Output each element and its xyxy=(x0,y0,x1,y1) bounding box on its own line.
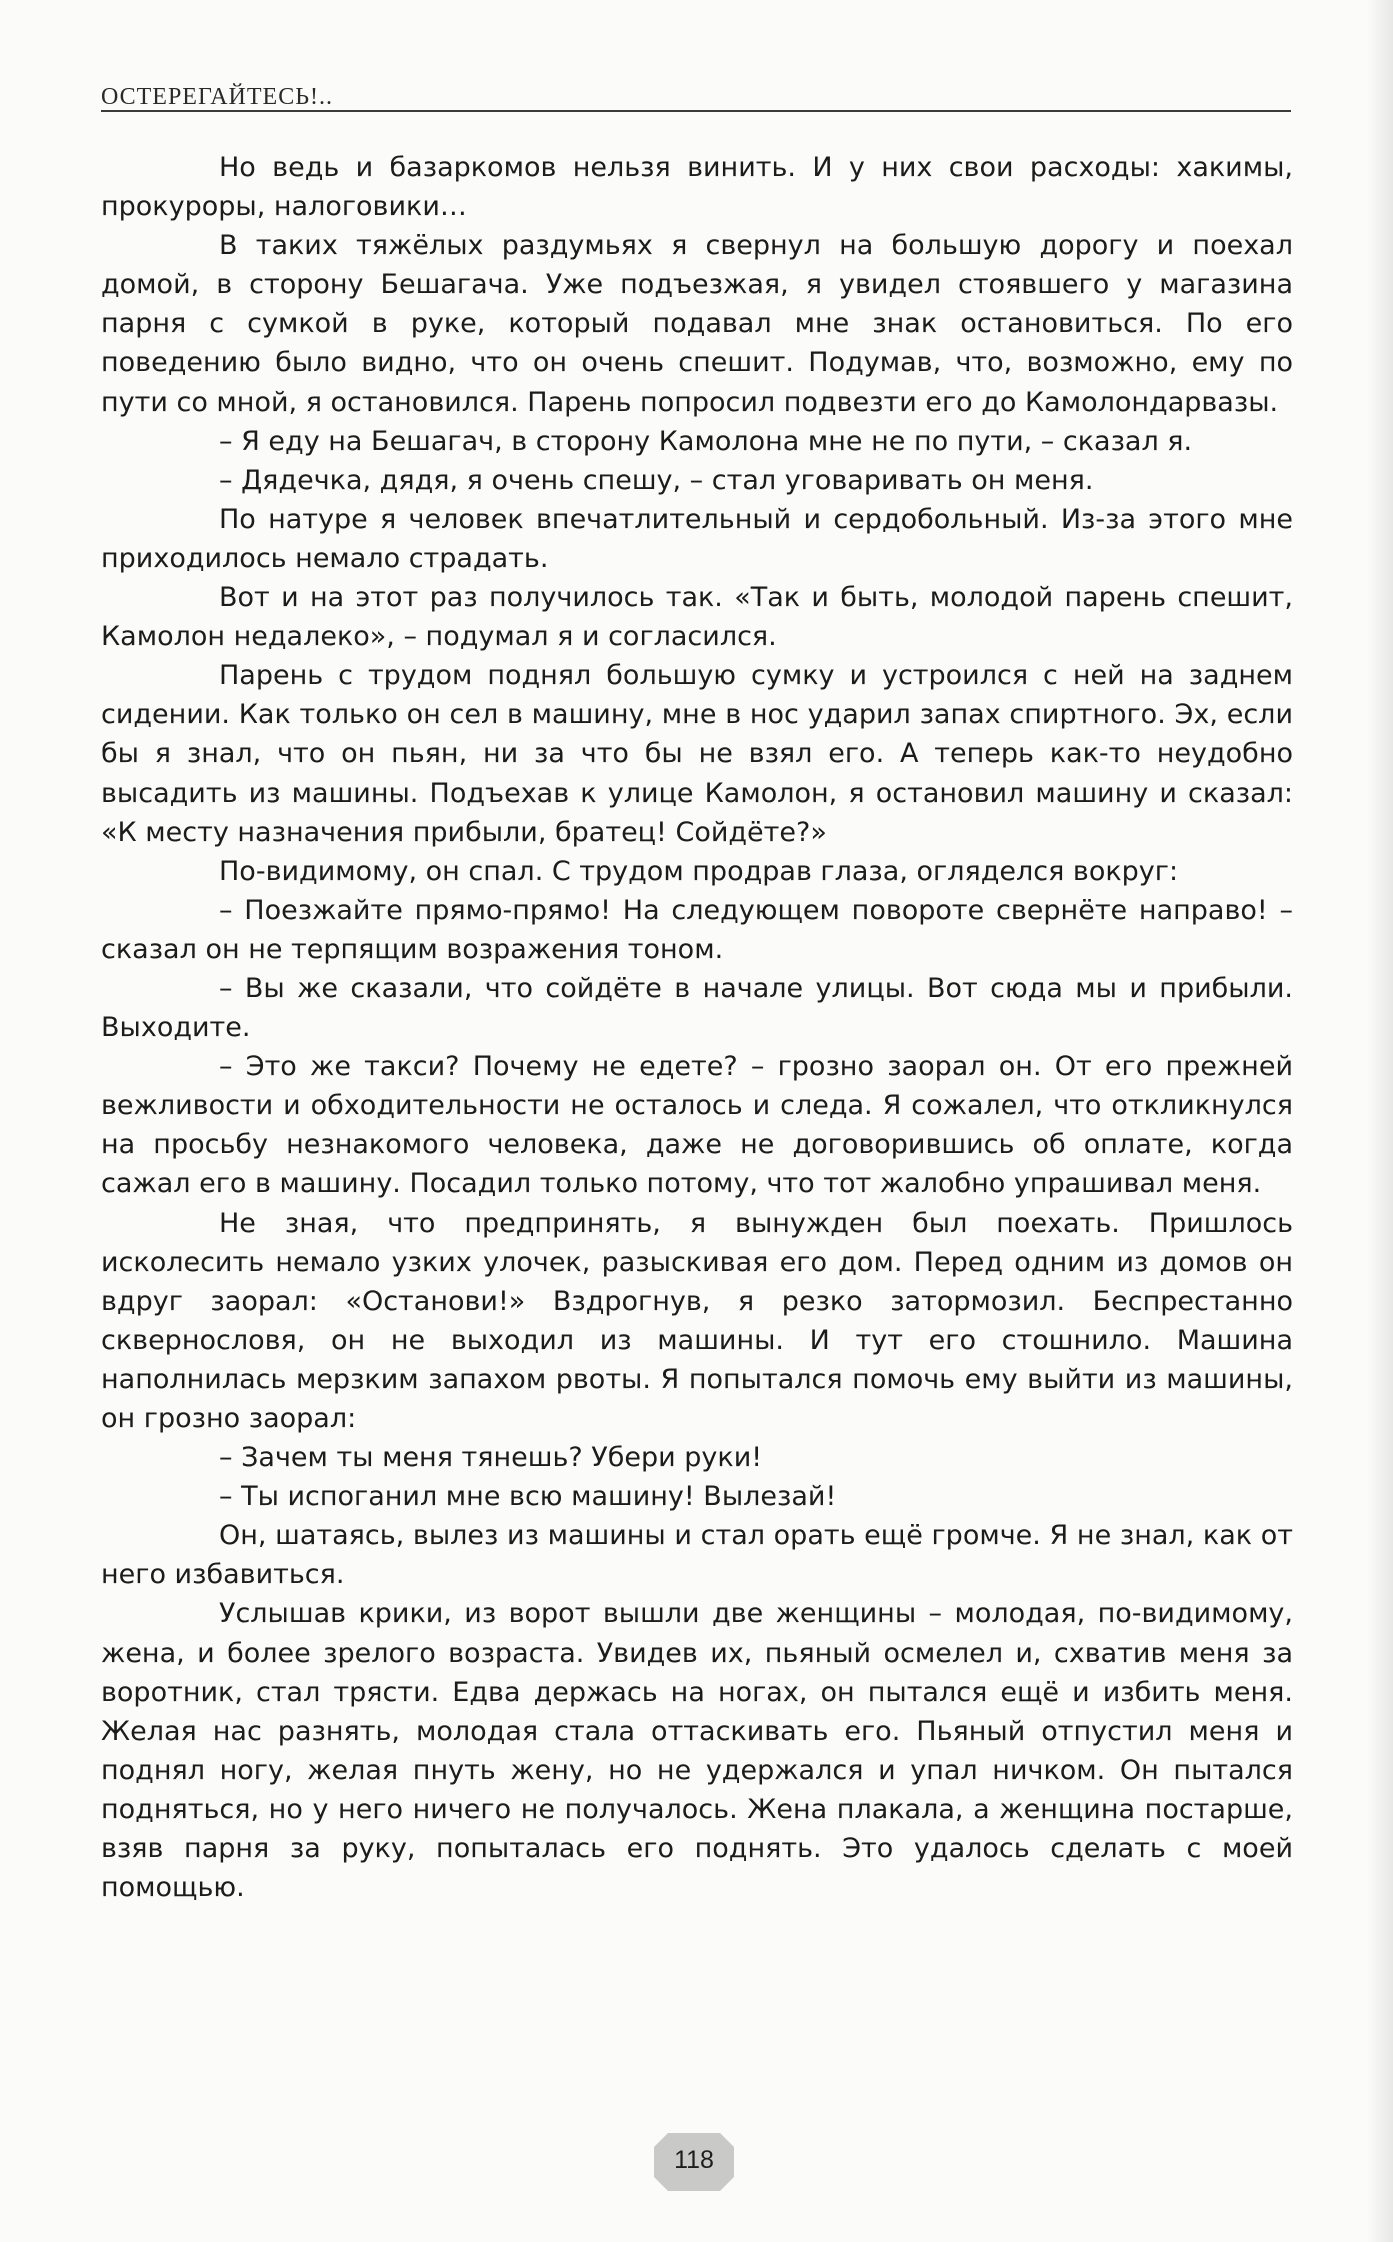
paragraph: Но ведь и базаркомов нельзя винить. И у них свои расходы: хакимы, прокуроры, налоговики… xyxy=(101,152,1293,223)
paragraph: В таких тяжёлых раздумьях я свернул на большую дорогу и поехал домой, в сторону Бешагача. Уже подъезжая, я увидел стоявшего у магазина парня с сумкой в руке, который подавал мне знак остановиться. По его поведению было видно, что он очень спешит. Подумав, что, возможно, ему по пути со мной, я остановился. Парень попросил подвезти его до Камолондарвазы. xyxy=(101,230,1293,418)
running-header-title: ОСТЕРЕГАЙТЕСЬ!.. xyxy=(101,84,333,110)
paragraph: – Я еду на Бешагач, в сторону Камолона мне не по пути, – сказал я. xyxy=(219,425,1193,457)
page-number: 118 xyxy=(674,2146,714,2174)
paragraph: Парень с трудом поднял большую сумку и устроился с ней на заднем сидении. Как только он сел в машину, мне в нос ударил запах спиртного. Эх, если бы я знал, что он пьян, ни за что бы не взял его. А теперь как-то неудобно высадить из машины. Подъехав к улице Камолон, я остановил машину и сказал: «К месту назначения прибыли, братец! Сойдёте?» xyxy=(101,660,1293,848)
page-number-badge xyxy=(654,2133,734,2191)
paragraph: – Дядечка, дядя, я очень спешу, – стал уговаривать он меня. xyxy=(219,464,1094,496)
body-text xyxy=(101,148,1293,1907)
paragraph: Не зная, что предпринять, я вынужден был поехать. Пришлось исколесить немало узких улочек, разыскивая его дом. Перед одним из домов он вдруг заорал: «Останови!» Вздрогнув, я резко затормозил. Беспрестанно сквернословя, он не выходил из машины. И тут его стошнило. Машина наполнилась мерзким запахом рвоты. Я попытался помочь ему выйти из машины, он грозно заорал: xyxy=(101,1207,1293,1434)
paragraph: – Ты испоганил мне всю машину! Вылезай! xyxy=(219,1481,837,1513)
paragraph: Вот и на этот раз получилось так. «Так и быть, молодой парень спешит, Камолон недалеко», – подумал я и согласился. xyxy=(101,582,1293,653)
header-rule xyxy=(101,110,1291,112)
paragraph: По-видимому, он спал. С трудом продрав глаза, огляделся вокруг: xyxy=(219,855,1179,887)
paragraph: – Это же такси? Почему не едете? – грозно заорал он. От его прежней вежливости и обходительности не осталось и следа. Я сожалел, что откликнулся на просьбу незнакомого человека, даже не договорившись об оплате, когда сажал его в машину. Посадил только потому, что тот жалобно упрашивал меня. xyxy=(101,1051,1293,1200)
paragraph: – Зачем ты меня тянешь? Убери руки! xyxy=(219,1442,763,1474)
paragraph: Он, шатаясь, вылез из машины и стал орать ещё громче. Я не знал, как от него избавиться. xyxy=(101,1520,1293,1591)
paragraph: Услышав крики, из ворот вышли две женщины – молодая, по-видимому, жена, и более зрелого возраста. Увидев их, пьяный осмелел и, схватив меня за воротник, стал трясти. Едва держась на ногах, он пытался ещё и избить меня. Желая нас разнять, молодая стала оттаскивать его. Пьяный отпустил меня и поднял ногу, желая пнуть жену, но не удержался и упал ничком. Он пытался подняться, но у него ничего не получалось. Жена плакала, а женщина постарше, взяв парня за руку, попыталась его поднять. Это удалось сделать с моей помощью. xyxy=(101,1598,1293,1904)
page-edge-shadow xyxy=(1367,0,1393,2242)
paragraph: По натуре я человек впечатлительный и сердобольный. Из-за этого мне приходилось немало страдать. xyxy=(101,503,1293,574)
paragraph: – Вы же сказали, что сойдёте в начале улицы. Вот сюда мы и прибыли. Выходите. xyxy=(101,972,1293,1044)
paragraph: – Поезжайте прямо-прямо! На следующем повороте свернёте направо! – сказал он не терпящим возражения тоном. xyxy=(101,894,1293,965)
